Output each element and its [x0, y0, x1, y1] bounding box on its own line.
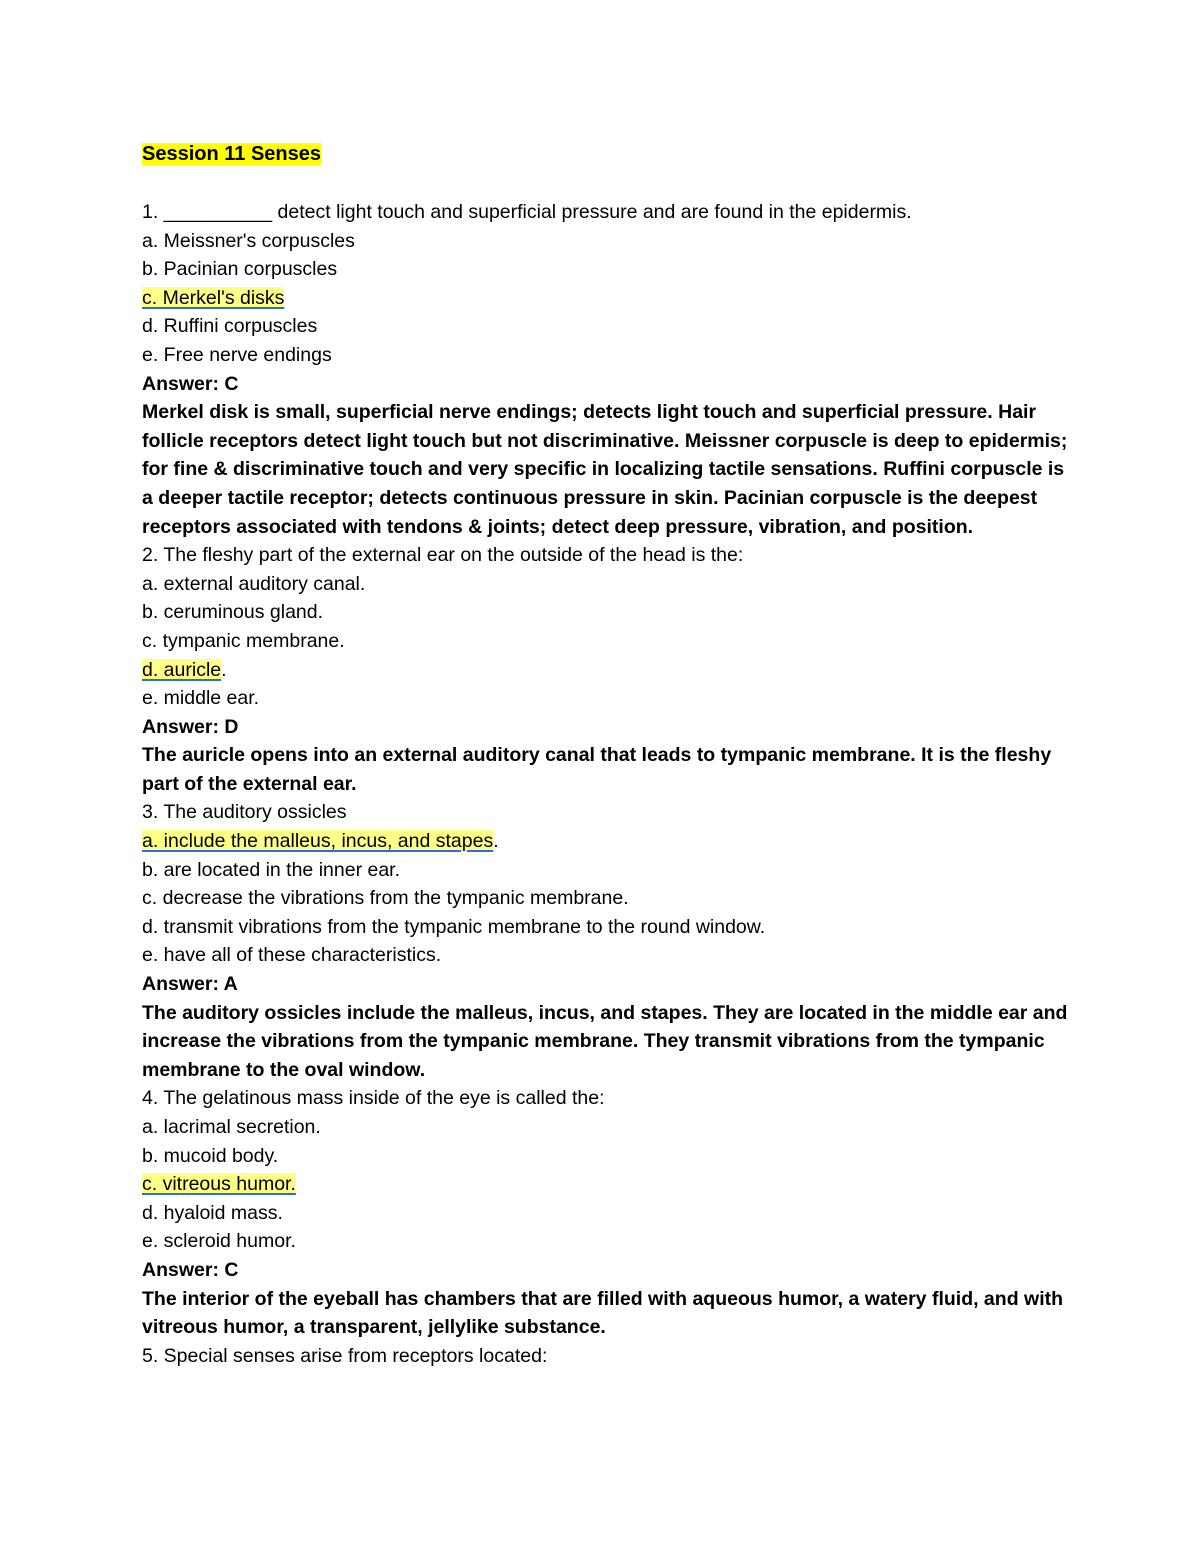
option-b: b. Pacinian corpuscles	[142, 258, 338, 281]
answer-explanation: The auditory ossicles include the malleus, incus, and stapes. They are located in the middle ear and increase the vibrations from the tympanic membrane. They transmit vibrations from the tympanic membrane to the oval window.	[142, 1001, 1068, 1081]
option-b: b. are located in the inner ear.	[142, 858, 401, 881]
highlighted-answer: d. auricle	[142, 658, 222, 681]
option-c: c. decrease the vibrations from the tympanic membrane.	[142, 887, 629, 910]
option-suffix: .	[493, 830, 499, 853]
option-suffix: .	[221, 658, 227, 681]
answer-explanation: The auricle opens into an external auditory canal that leads to tympanic membrane. It is the fleshy part of the external ear.	[142, 744, 1052, 795]
option-a: a. lacrimal secretion.	[142, 1116, 321, 1138]
option-d	[142, 656, 1072, 685]
option-e: e. have all of these characteristics.	[142, 944, 442, 967]
question-4	[142, 1084, 1072, 1341]
option-d: d. transmit vibrations from the tympanic membrane to the round window.	[142, 915, 766, 938]
question-3	[142, 798, 1072, 1084]
highlighted-answer: c. Merkel's disks	[142, 286, 285, 309]
answer-label: Answer: C	[142, 372, 239, 395]
option-e: e. middle ear.	[142, 687, 260, 710]
option-a: a. Meissner's corpuscles	[142, 229, 355, 252]
option-e: e. scleroid humor.	[142, 1230, 296, 1253]
option-e: e. Free nerve endings	[142, 343, 332, 366]
option-d: d. hyaloid mass.	[142, 1201, 283, 1224]
question-2	[142, 541, 1072, 798]
document-page	[142, 140, 1072, 1370]
question-5	[142, 1342, 1072, 1371]
option-b: b. mucoid body.	[142, 1144, 279, 1167]
document-title: Session 11 Senses	[142, 143, 322, 165]
option-a: a. external auditory canal.	[142, 572, 366, 595]
question-stem: 1. __________ detect light touch and superficial pressure and are found in the epidermis.	[142, 201, 912, 223]
question-stem: 3. The auditory ossicles	[142, 801, 347, 824]
question-1	[142, 198, 1072, 541]
answer-label: Answer: D	[142, 715, 239, 738]
option-b: b. ceruminous gland.	[142, 601, 324, 624]
question-stem: 2. The fleshy part of the external ear on the outside of the head is the:	[142, 544, 744, 567]
option-c	[142, 284, 1072, 313]
highlighted-answer: a. include the malleus, incus, and stapes	[142, 830, 494, 853]
question-stem: 4. The gelatinous mass inside of the eye is called the:	[142, 1087, 605, 1110]
option-c	[142, 1170, 1072, 1199]
answer-explanation: Merkel disk is small, superficial nerve endings; detects light touch and superficial pressure. Hair follicle receptors detect light touch but not discriminative. Meissner corpuscle is deep to epidermis; for fine & discriminative touch and very specific in localizing tactile sensations. Ruffini corpuscle is a deeper tactile receptor; detects continuous pressure in skin. Pacinian corpuscle is the deepest receptors associated with tendons & joints; detect deep pressure, vibration, and position.	[142, 401, 1068, 538]
spacer	[142, 168, 1072, 198]
question-stem: 5. Special senses arise from receptors located:	[142, 1344, 548, 1367]
highlighted-answer: c. vitreous humor.	[142, 1173, 296, 1196]
answer-label: Answer: C	[142, 1258, 239, 1281]
option-a	[142, 827, 1072, 856]
option-d: d. Ruffini corpuscles	[142, 315, 318, 338]
option-c: c. tympanic membrane.	[142, 629, 345, 652]
answer-label: Answer: A	[142, 973, 238, 996]
answer-explanation: The interior of the eyeball has chambers that are filled with aqueous humor, a watery fluid, and with vitreous humor, a transparent, jellylike substance.	[142, 1287, 1064, 1339]
